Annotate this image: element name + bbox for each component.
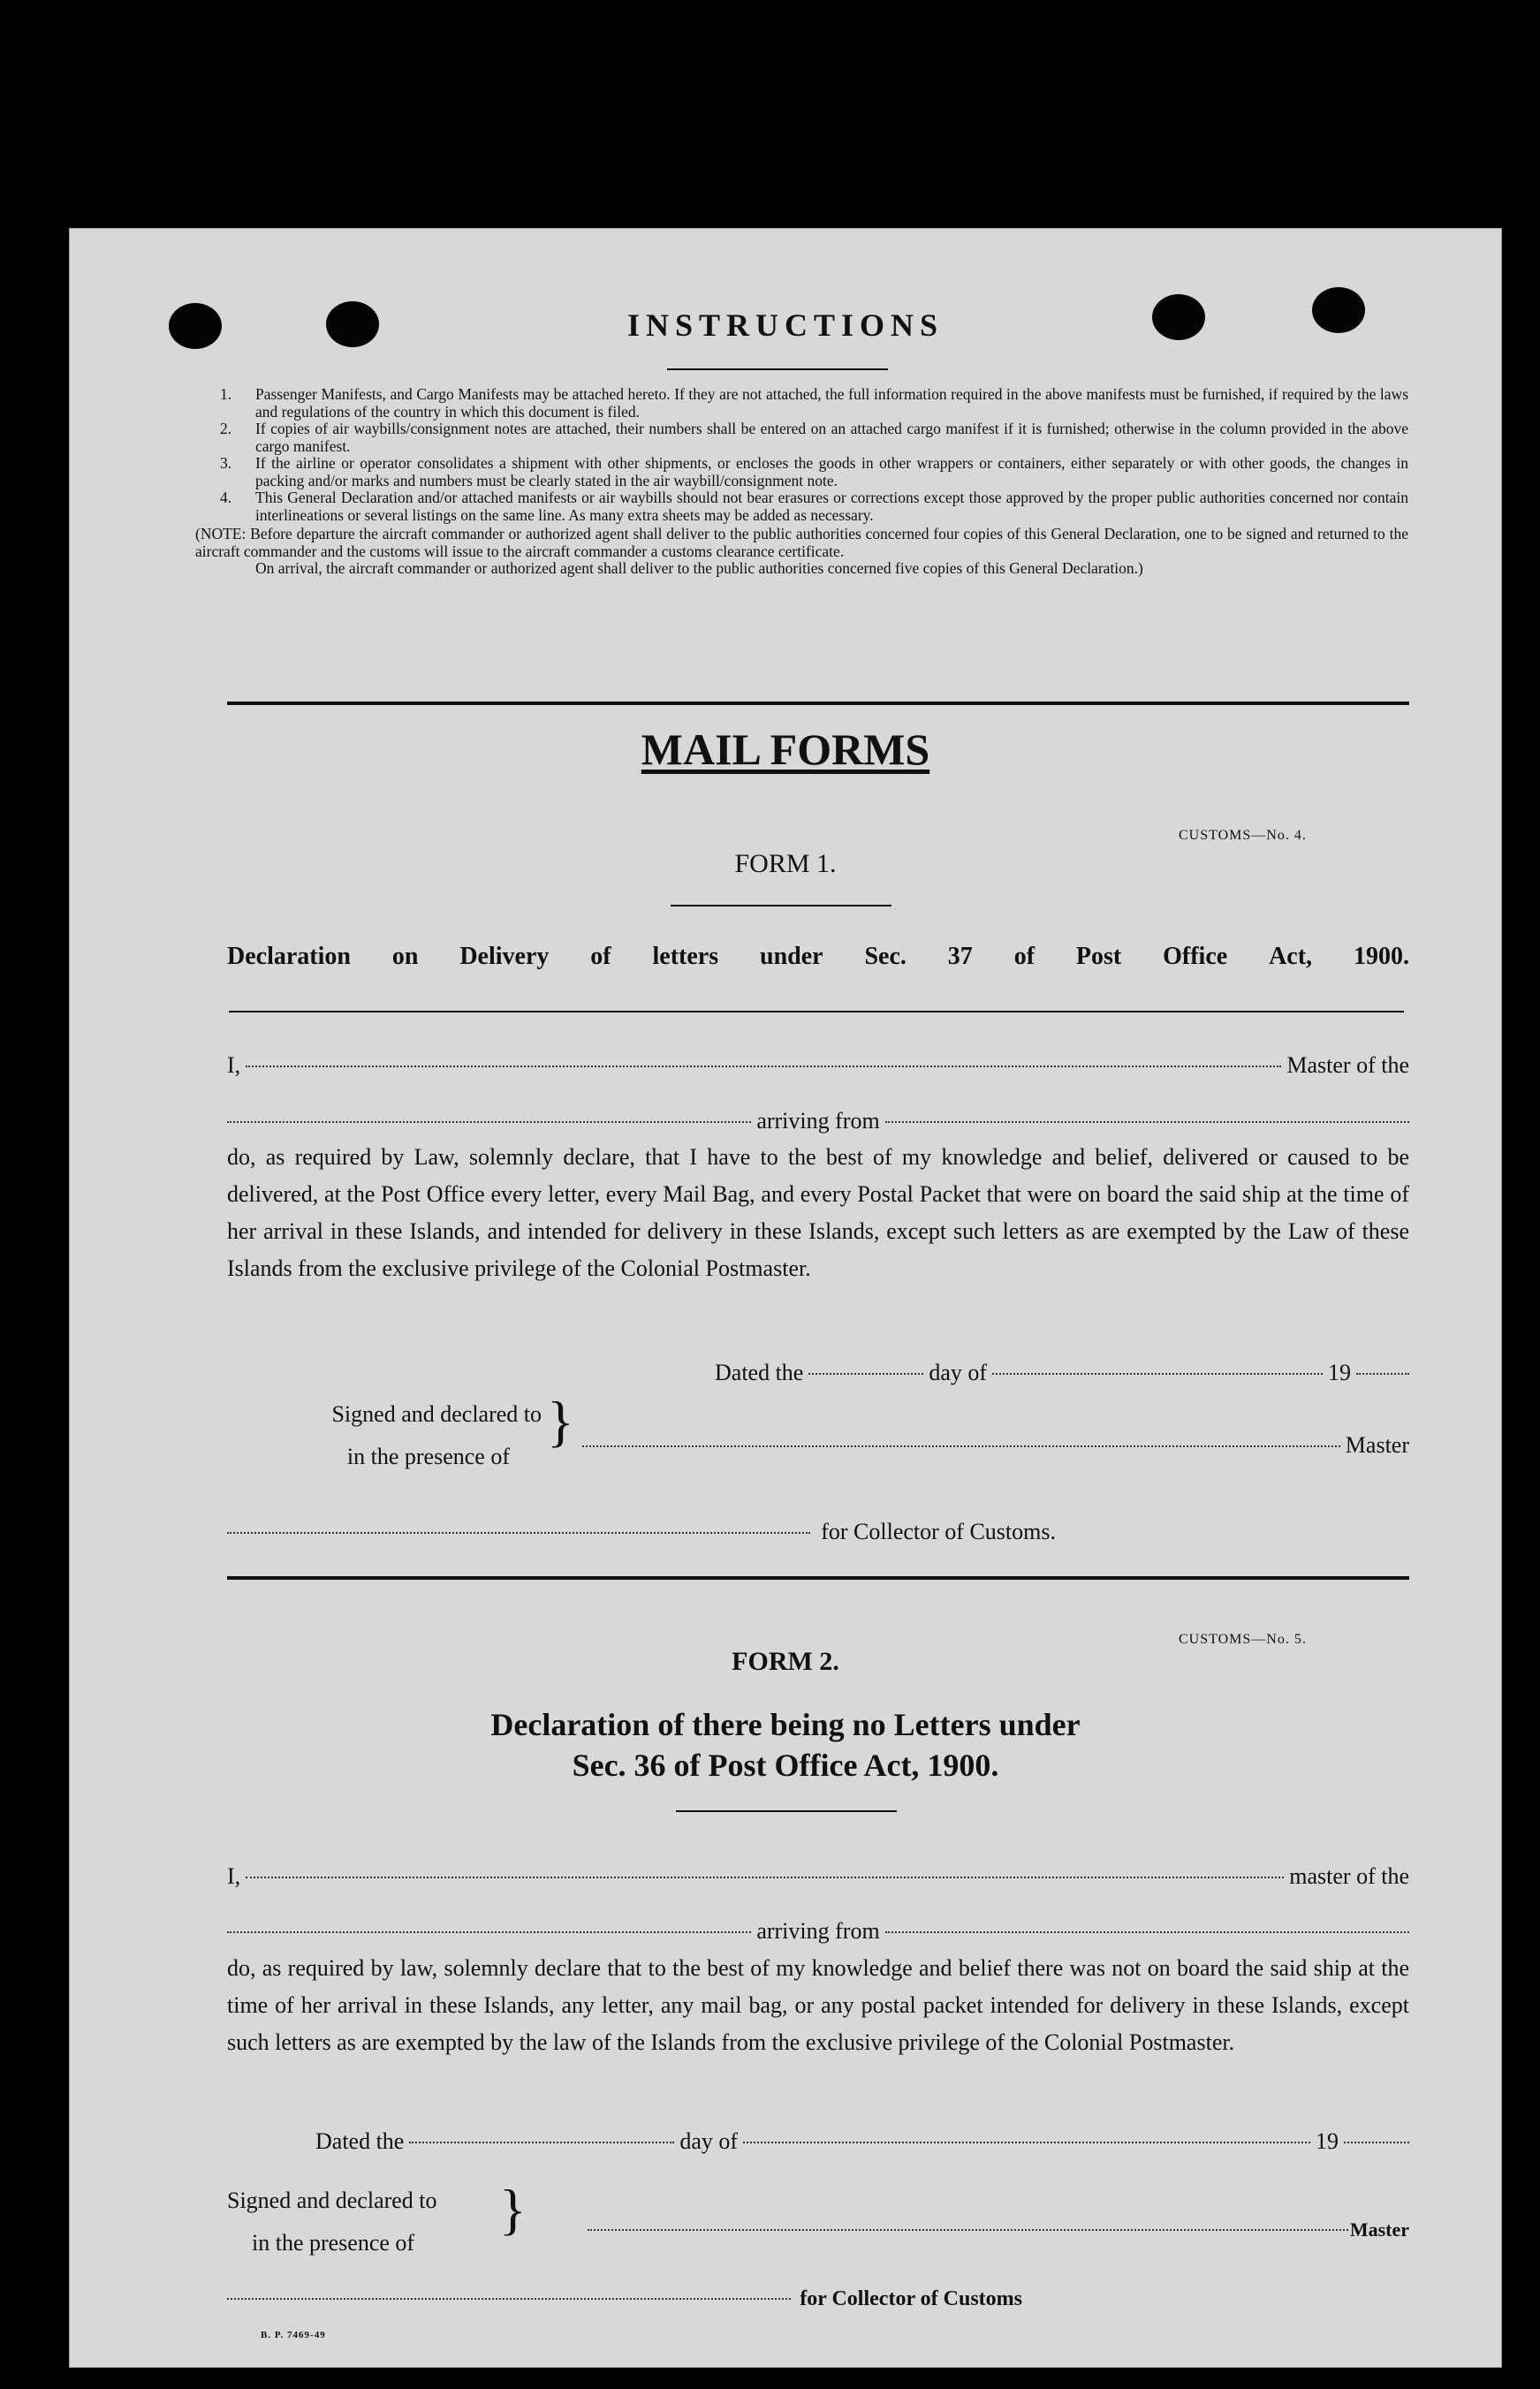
- form2-declaration-title: Declaration of there being no Letters under Sec. 36 of Post Office Act, 1900.: [490, 1707, 1081, 1783]
- instructions-note: On arrival, the aircraft commander or authorized agent shall deliver to the public authorities concerned five copies of this General Declaration.): [255, 559, 1143, 577]
- form1-collector-row: for Collector of Customs.: [227, 1519, 1056, 1545]
- vessel-field[interactable]: [227, 1120, 751, 1123]
- form1-dated-row: Dated the day of 19: [715, 1360, 1409, 1386]
- form2-customs-number: CUSTOMS—No. 5.: [1179, 1632, 1307, 1647]
- form1-arriving-row: arriving from: [227, 1108, 1409, 1134]
- instructions-note: (NOTE: Before departure the aircraft commander or authorized agent shall deliver to the public authorities concerned four copies of this General Declaration, one to be signed and returned to the aircraft commander and the customs will issue to the aircraft commander a customs clearance certificate.: [195, 525, 1408, 560]
- year-field[interactable]: [1344, 2141, 1409, 2143]
- form2-arriving-row: arriving from: [227, 1918, 1409, 1945]
- form1-label: FORM 1.: [734, 849, 837, 878]
- collector-signature-field[interactable]: [227, 1531, 810, 1534]
- form2-master-sign-row: Master: [588, 2218, 1409, 2241]
- instruction-item: 3. If the airline or operator consolidates a shipment with other shipments, or encloses the goods in other wrappers or containers, either separately or with other goods, the changes in packing and/or marks and numbers must be clearly stated in the air waybill/consignment note.: [220, 454, 1408, 489]
- form1-master-sign-row: Master: [582, 1432, 1409, 1459]
- vessel-field[interactable]: [227, 1930, 751, 1933]
- form1-signed-label: Signed and declared to in the presence of: [331, 1401, 542, 1469]
- form2-signed-label: Signed and declared to in the presence of: [227, 2188, 437, 2256]
- brace-icon: }: [499, 2178, 527, 2241]
- instructions-title: INSTRUCTIONS: [626, 307, 944, 343]
- day-field[interactable]: [808, 1372, 923, 1375]
- origin-field[interactable]: [885, 1930, 1409, 1933]
- form1-declaration-title: Declaration on Delivery of letters under Sec. 37 of Post Office Act, 1900.: [227, 943, 1409, 970]
- form2-master-row: I, master of the: [227, 1863, 1409, 1889]
- form1-customs-number: CUSTOMS—No. 4.: [1179, 828, 1307, 843]
- document-page: [69, 228, 1502, 2368]
- brace-icon: }: [547, 1390, 574, 1452]
- section-divider: [227, 1576, 1409, 1580]
- month-field[interactable]: [743, 2141, 1310, 2143]
- instruction-item: 1. Passenger Manifests, and Cargo Manifests may be attached hereto. If they are not attached, the full information required in the above manifests must be furnished, if required by the laws and regulations of the country in which this document is filed.: [220, 385, 1408, 421]
- form2-dated-row: Dated the day of 19: [315, 2128, 1409, 2155]
- year-field[interactable]: [1356, 1372, 1409, 1375]
- master-signature-field[interactable]: [588, 2228, 1348, 2231]
- form1-master-row: I, Master of the: [227, 1052, 1409, 1078]
- form2-label: FORM 2.: [732, 1647, 839, 1676]
- month-field[interactable]: [992, 1372, 1323, 1375]
- divider: [676, 1810, 897, 1812]
- form2-collector-row: for Collector of Customs: [227, 2287, 1022, 2311]
- divider: [229, 1011, 1404, 1012]
- day-field[interactable]: [409, 2141, 674, 2143]
- ship-name-field[interactable]: [246, 1876, 1284, 1878]
- form2-body-text: do, as required by law, solemnly declare that to the best of my knowledge and belief there was not on board the said ship at the time of her arrival in these Islands, any letter, any mail bag, or any postal packet intended for delivery in these Islands, except such letters as are exempted by the law of the Islands from the exclusive privilege of the Colonial Postmaster.: [227, 1955, 1409, 2055]
- instructions-list: [195, 385, 1408, 578]
- origin-field[interactable]: [885, 1120, 1409, 1123]
- instruction-item: 4. This General Declaration and/or attached manifests or air waybills should not bear erasures or corrections except those approved by the proper public authorities concerned nor contain interlineations or several listings on the same line. As many extra sheets may be added as necessary.: [220, 489, 1408, 524]
- instruction-item: 2. If copies of air waybills/consignment notes are attached, their numbers shall be entered on an attached cargo manifest if it is furnished; otherwise in the column provided in the above cargo manifest.: [220, 420, 1408, 455]
- master-signature-field[interactable]: [582, 1445, 1340, 1447]
- form-print-code: B. P. 7469-49: [261, 2330, 326, 2340]
- collector-signature-field[interactable]: [227, 2297, 791, 2300]
- divider: [667, 368, 888, 370]
- form1-body-text: do, as required by Law, solemnly declare, that I have to the best of my knowledge and belief, delivered or caused to be delivered, at the Post Office every letter, every Mail Bag, and every Postal Packet that were on board the said ship at the time of her arrival in these Islands, and intended for delivery in these Islands, except such letters as are exempted by the Law of these Islands from the exclusive privilege of the Colonial Postmaster.: [227, 1144, 1409, 1281]
- ship-name-field[interactable]: [246, 1065, 1281, 1067]
- divider: [671, 905, 891, 906]
- mail-forms-title: MAIL FORMS: [641, 724, 930, 774]
- section-divider: [227, 702, 1409, 705]
